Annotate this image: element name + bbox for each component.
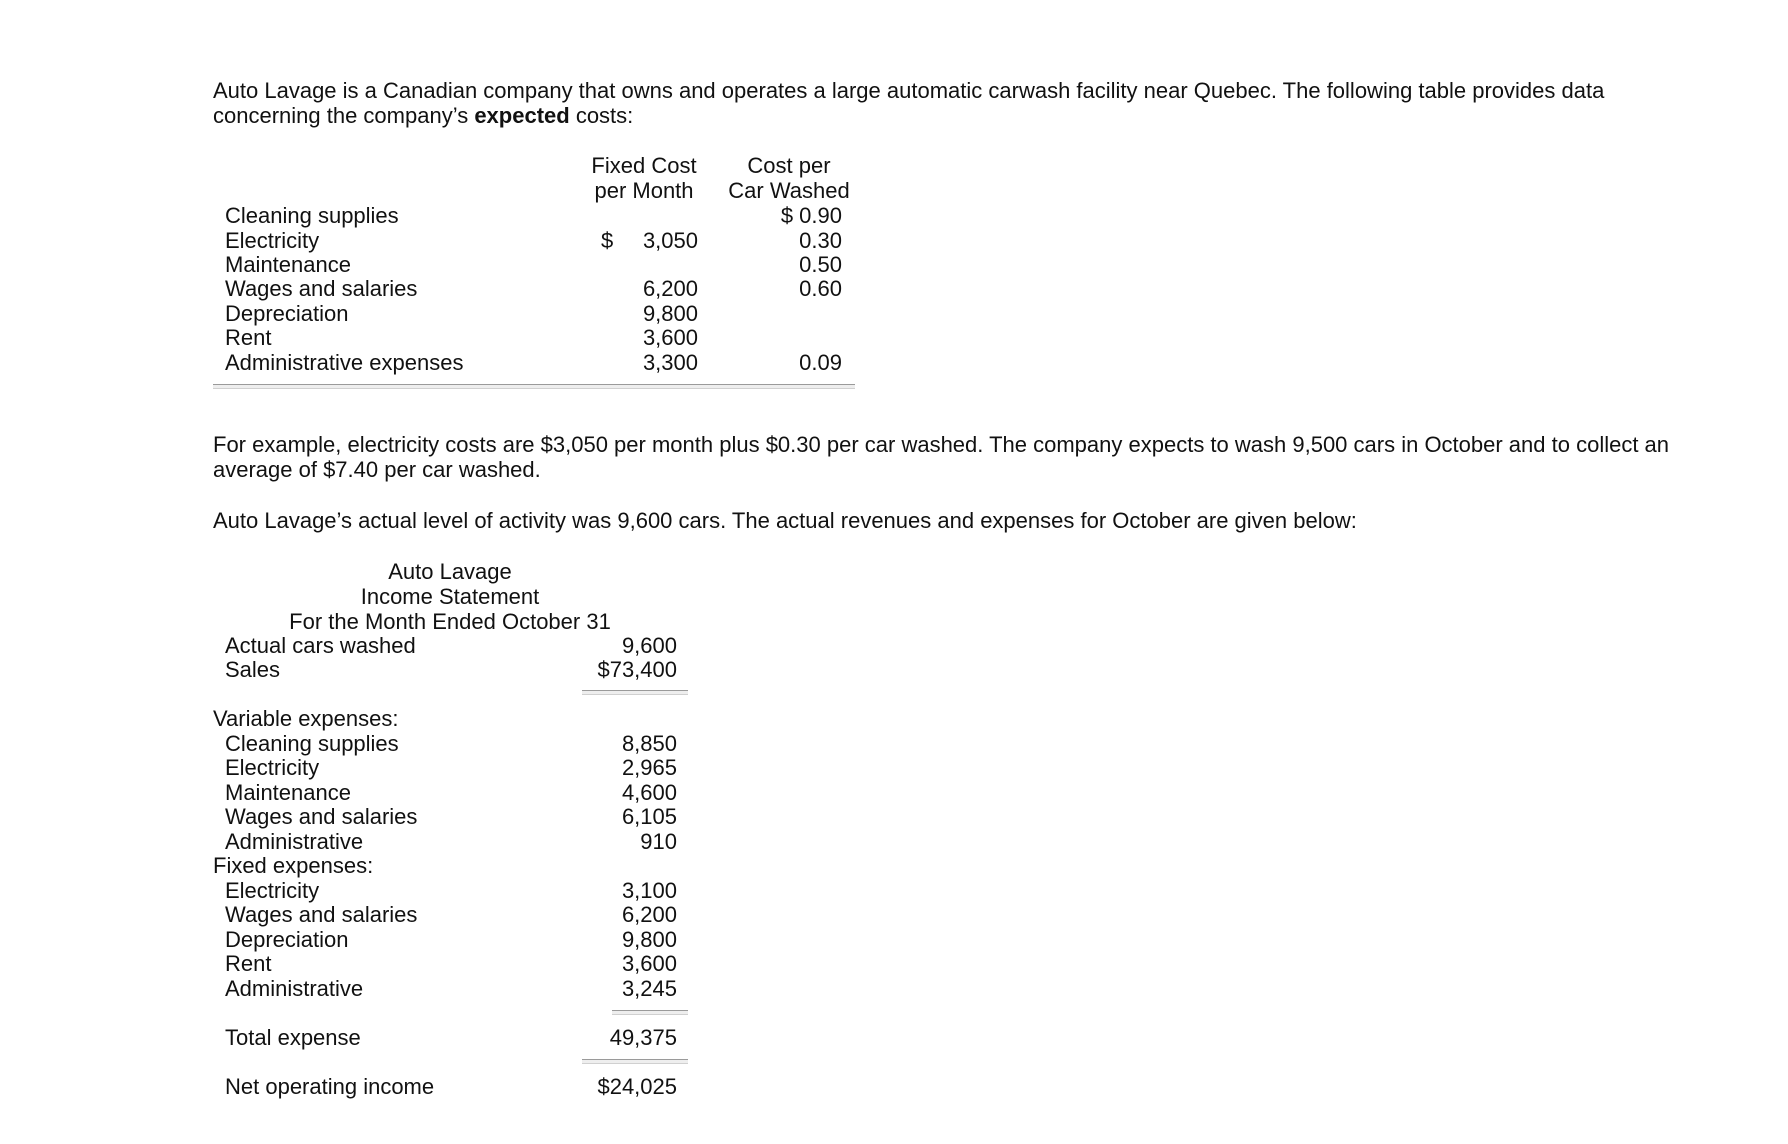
intro-line-1: Auto Lavage is a Canadian company that owns and operates a large automatic carwash facility near Quebec. The following table provides data xyxy=(213,78,1605,103)
example-paragraph xyxy=(213,432,1733,482)
row-label: Administrative expenses xyxy=(225,350,464,375)
variable-expenses-header: Variable expenses: xyxy=(213,706,399,731)
expense-value: 9,800 xyxy=(621,927,677,952)
total-expense-value: 49,375 xyxy=(609,1025,677,1050)
variable-value: 0.30 xyxy=(799,228,842,253)
expense-value: 910 xyxy=(640,829,677,854)
example-line-1: For example, electricity costs are $3,050 per month plus $0.30 per car washed. The company expects to wash 9,500 cars in October and to collect an xyxy=(213,432,1670,457)
row-label: Cleaning supplies xyxy=(225,203,399,228)
expense-label: Administrative xyxy=(225,829,364,854)
actual-activity-text: Auto Lavage’s actual level of activity was 9,600 cars. The actual revenues and expenses for October are given below: xyxy=(213,508,1357,533)
variable-value: 0.60 xyxy=(799,276,842,301)
row-label: Depreciation xyxy=(225,301,349,326)
statement-period: For the Month Ended October 31 xyxy=(289,609,611,634)
statement-name: Income Statement xyxy=(360,584,540,609)
row-label: Maintenance xyxy=(225,252,351,277)
cars-washed-label: Actual cars washed xyxy=(225,633,416,658)
expense-value: 4,600 xyxy=(621,780,677,805)
intro-bold-expected: expected xyxy=(474,103,570,128)
expense-label: Administrative xyxy=(225,976,364,1001)
cost-per-car-header: Cost per Car Washed xyxy=(728,153,850,203)
fixed-value: 6,200 xyxy=(642,276,698,301)
row-label: Electricity xyxy=(225,228,320,253)
expense-value: 6,200 xyxy=(621,902,677,927)
expense-label: Electricity xyxy=(225,755,320,780)
expense-value: 3,600 xyxy=(621,951,677,976)
fixed-cost-header: Fixed Cost per Month xyxy=(591,153,697,203)
row-label: Wages and salaries xyxy=(225,276,418,301)
expense-label: Wages and salaries xyxy=(225,804,418,829)
expense-value: 3,100 xyxy=(621,878,677,903)
expense-label: Depreciation xyxy=(225,927,349,952)
net-operating-income-value: $24,025 xyxy=(597,1074,677,1099)
expense-value: 2,965 xyxy=(621,755,677,780)
variable-value: 0.50 xyxy=(799,252,842,277)
total-underline xyxy=(582,1059,688,1064)
net-operating-income-label: Net operating income xyxy=(225,1074,435,1099)
variable-value: $ 0.90 xyxy=(780,203,842,228)
expense-label: Maintenance xyxy=(225,780,351,805)
expense-label: Wages and salaries xyxy=(225,902,418,927)
intro-paragraph xyxy=(213,78,1733,128)
expense-value: 3,245 xyxy=(621,976,677,1001)
sales-value: $73,400 xyxy=(597,657,677,682)
company-name: Auto Lavage xyxy=(388,559,512,584)
fixed-value: 3,300 xyxy=(642,350,698,375)
expense-label: Electricity xyxy=(225,878,320,903)
row-label: Rent xyxy=(225,325,272,350)
sales-underline xyxy=(582,690,688,695)
expense-label: Cleaning supplies xyxy=(225,731,399,756)
variable-value: 0.09 xyxy=(799,350,842,375)
expense-label: Rent xyxy=(225,951,272,976)
sales-label: Sales xyxy=(225,657,281,682)
example-line-2: average of $7.40 per car washed. xyxy=(213,457,541,482)
expense-value: 8,850 xyxy=(621,731,677,756)
expenses-underline xyxy=(612,1010,688,1015)
fixed-expenses-header: Fixed expenses: xyxy=(213,853,374,878)
expense-value: 6,105 xyxy=(621,804,677,829)
fixed-value: 3,050 xyxy=(642,228,698,253)
statement-title xyxy=(250,559,650,634)
cars-washed-value: 9,600 xyxy=(621,633,677,658)
total-expense-label: Total expense xyxy=(225,1025,361,1050)
fixed-value: 3,600 xyxy=(642,325,698,350)
dollar-sign: $ xyxy=(601,228,614,253)
table-bottom-rule xyxy=(213,384,855,389)
fixed-value: 9,800 xyxy=(642,301,698,326)
intro-line-2: concerning the company’s expected costs: xyxy=(213,103,634,128)
